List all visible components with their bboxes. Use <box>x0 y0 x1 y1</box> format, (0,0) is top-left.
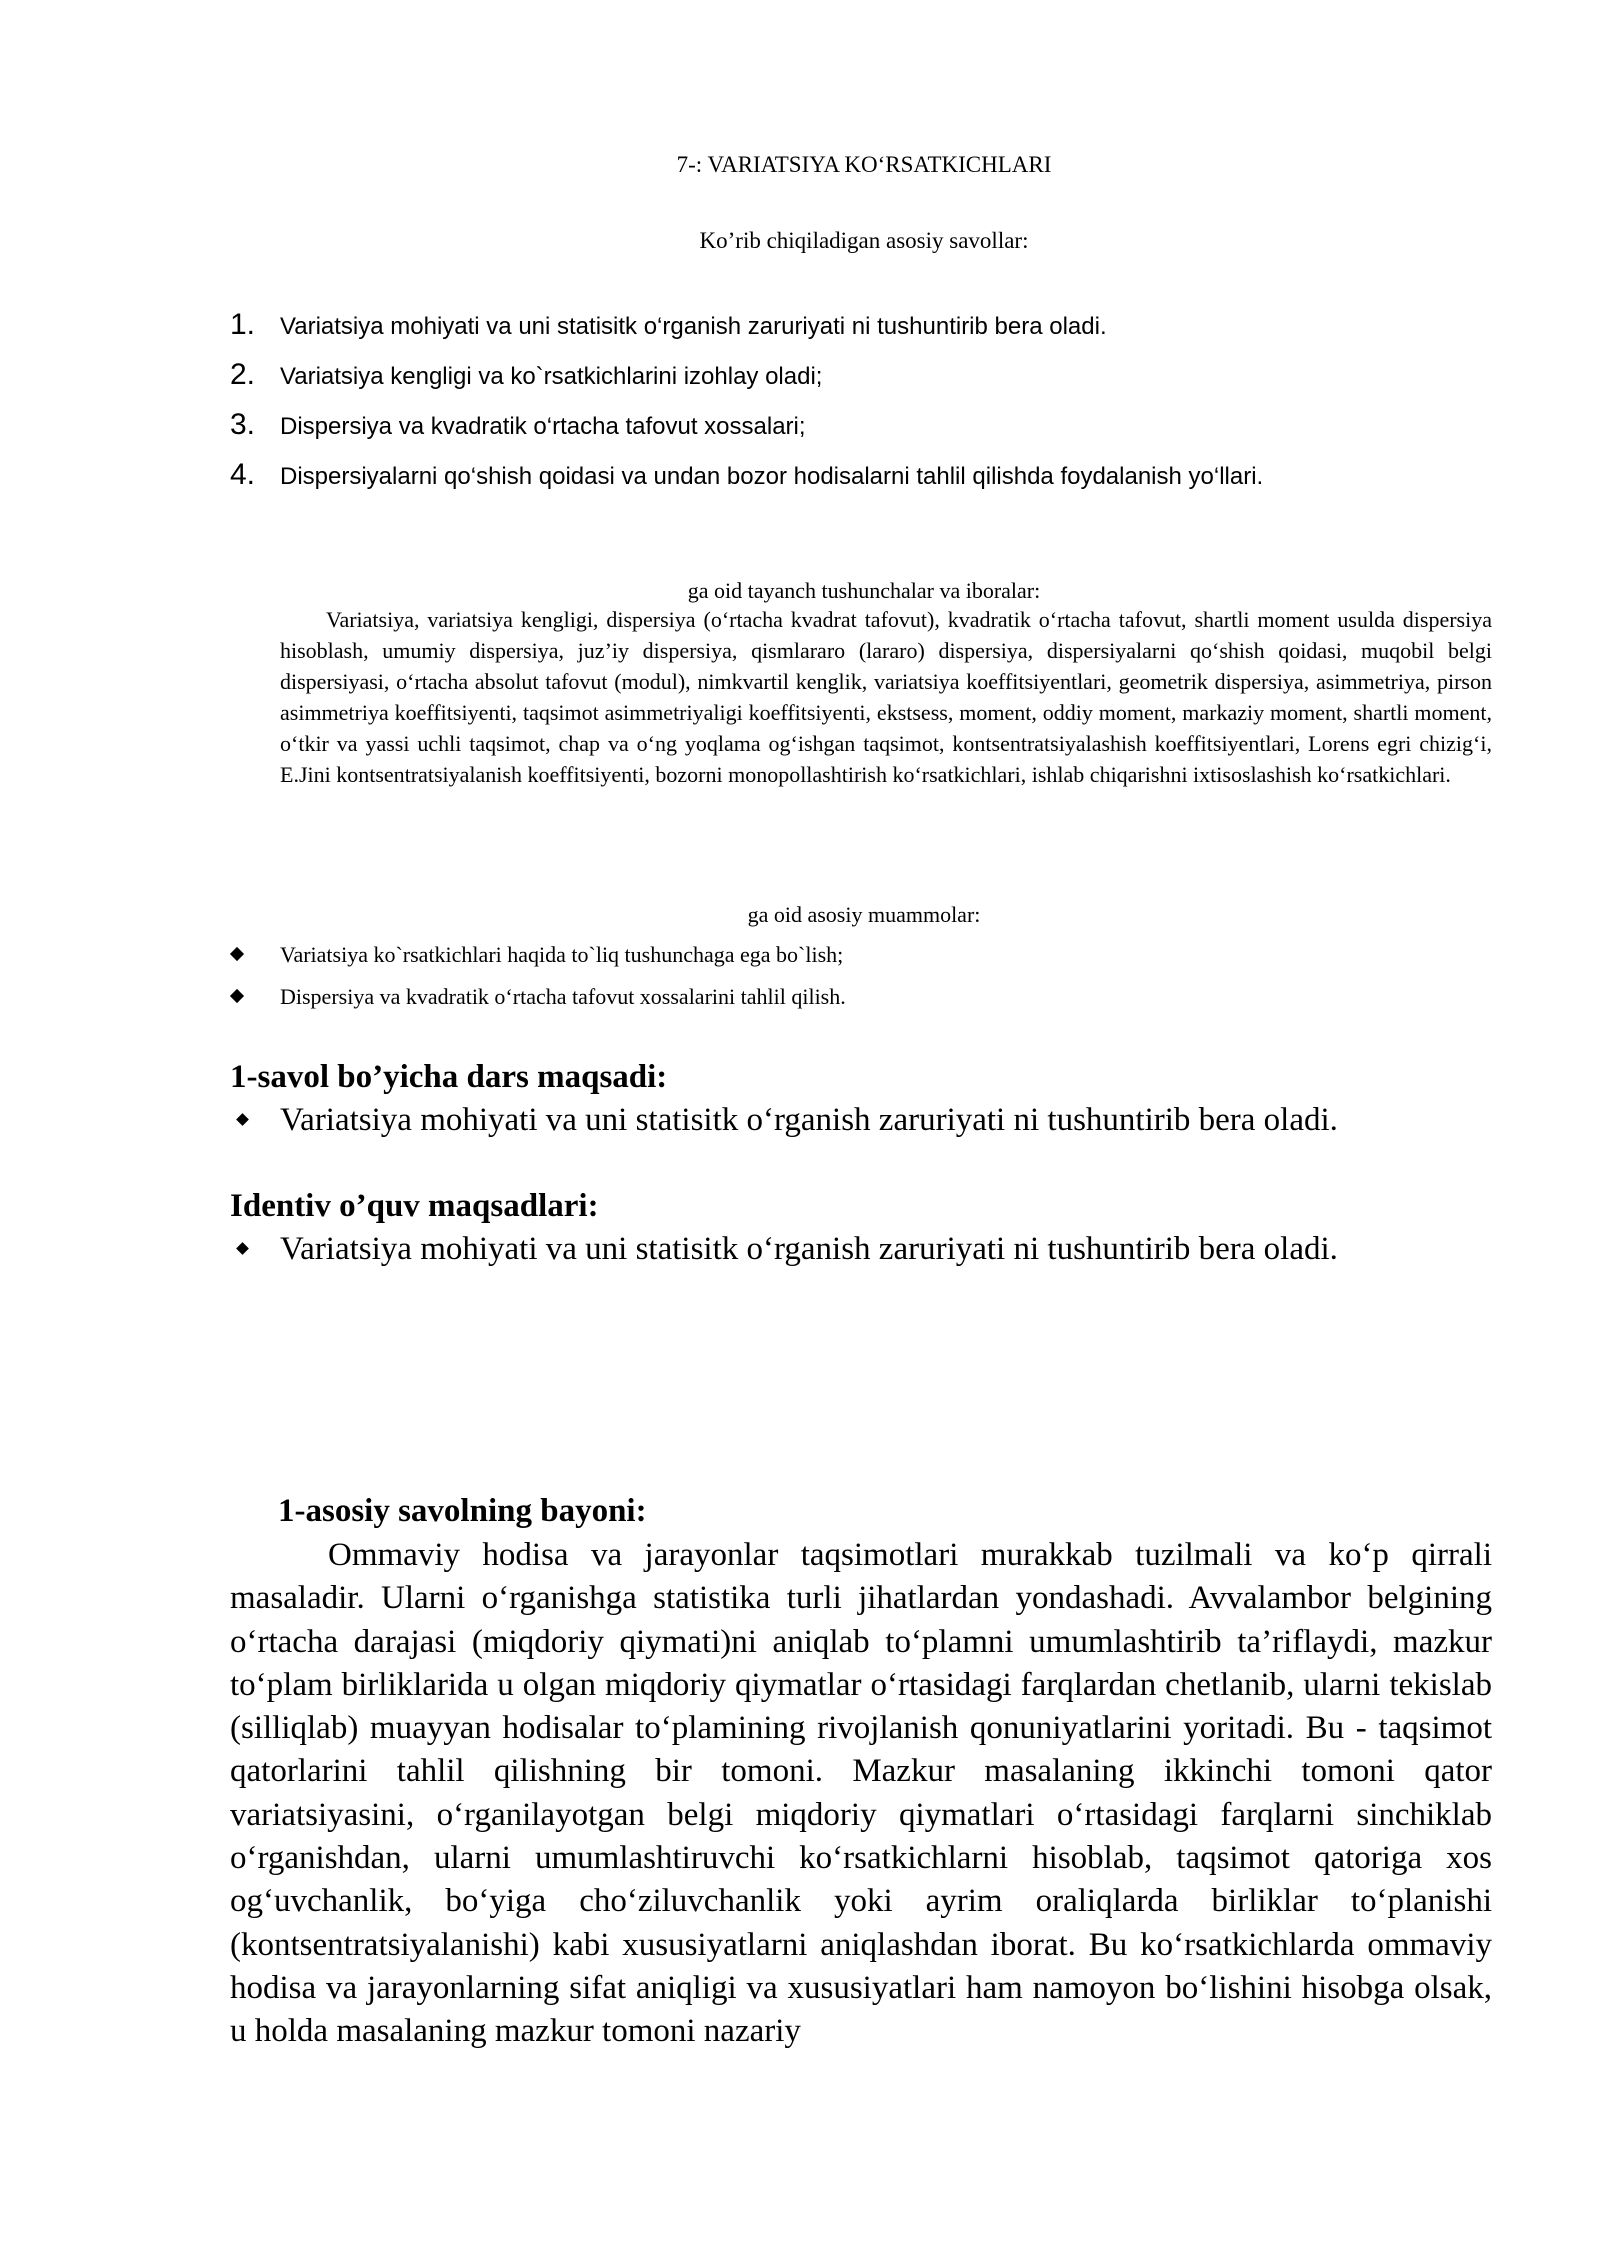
lesson-goal-heading: 1-savol bo’yicha dars maqsadi: <box>230 1059 668 1095</box>
problem-text: Variatsiya ko`rsatkichlari haqida to`liq tushunchaga ega bo`lish; <box>280 942 844 967</box>
question-number: 3. <box>230 408 256 441</box>
identity-goals-heading: Identiv o’quv maqsadlari: <box>230 1188 599 1224</box>
main-paragraph: Ommaviy hodisa va jarayonlar taqsimotlari murakkab tuzilmali va ko‘p qirrali masaladir. Ularni o‘rganishga statistika turli jihatlardan yondashadi. Avvalambor belgining o‘rtacha darajasi (miqdoriy qiymati)ni aniqlab to‘plamni umumlashtirib ta’riflaydi, mazkur to‘plam birliklarida u olgan miqdoriy qiymatlar o‘rtasidagi farqlardan chetlanib, ularni tekislab (silliqlab) muayyan hodisalar to‘plamining rivojlanish qonuniyatlarini yoritadi. Bu - taqsimot qatorlarini tahlil qilishning bir tomoni. Mazkur masalaning ikkinchi tomoni qator variatsiyasini, o‘rganilayotgan belgi miqdoriy qiymatlari o‘rtasidagi farqlarni sinchiklab o‘rganishdan, ularni umumlashtiruvchi ko‘rsatkichlarni hisoblab, taqsimot qatoriga xos og‘uvchanlik, bo‘yiga cho‘ziluvchanlik yoki ayrim oraliqlarda birliklar to‘planishi (kontsentratsiyalanishi) kabi xususiyatlarni aniqlashdan iborat. Bu ko‘rsatkichlarda ommaviy hodisa va jarayonlarning sifat aniqligi va xususiyatlari ham namoyon bo‘lishini hisobga olsak, u holda masalaning mazkur tomoni nazariy <box>230 1537 1492 2050</box>
question-text: Variatsiya mohiyati va uni statisitk o‘rganish zaruriyati ni tushuntirib bera oladi. <box>280 313 1107 340</box>
question-item <box>230 300 1530 350</box>
problem-item <box>230 976 1530 1018</box>
question-number: 4. <box>230 458 256 491</box>
diamond-bullet-icon <box>236 1242 249 1255</box>
question-text: Variatsiya kengligi va ko`rsatkichlarini izohlay oladi; <box>280 363 823 390</box>
diamond-bullet-icon <box>230 989 244 1003</box>
question-text: Dispersiyalarni qo‘shish qoidasi va undan bozor hodisalarni tahlil qilishda foydalanish yo‘llari. <box>280 463 1264 490</box>
main-section-heading: 1-asosiy savolning bayoni: <box>278 1493 647 1529</box>
problem-text: Dispersiya va kvadratik o‘rtacha tafovut xossalarini tahlil qilish. <box>280 984 846 1009</box>
problem-item <box>230 934 1530 976</box>
diamond-bullet-icon <box>236 1113 249 1126</box>
question-item <box>230 350 1530 400</box>
document-subtitle: Ko’rib chiqiladigan asosiy savollar: <box>699 228 1029 253</box>
question-number: 2. <box>230 358 256 391</box>
problems-list <box>230 934 1530 1018</box>
question-text: Dispersiya va kvadratik o‘rtacha tafovut xossalari; <box>280 413 806 440</box>
document-title: 7-: VARIATSIYA KO‘RSATKICHLARI <box>676 152 1052 177</box>
question-item <box>230 400 1530 450</box>
lesson-goal-text: Variatsiya mohiyati va uni statisitk o‘rganish zaruriyati ni tushuntirib bera oladi. <box>280 1102 1338 1138</box>
lesson-goal-item <box>230 1099 1450 1142</box>
question-number: 1. <box>230 308 256 341</box>
concepts-heading: ga oid tayanch tushunchalar va iboralar: <box>687 578 1041 603</box>
concepts-paragraph: Variatsiya, variatsiya kengligi, dispersiya (o‘rtacha kvadrat tafovut), kvadratik o‘rtacha tafovut, shartli moment usulda dispersiya hisoblash, umumiy dispersiya, juz’iy dispersiya, qismlararo (lararo) dispersiya, dispersiyalarni qo‘shish qoidasi, muqobil belgi dispersiyasi, o‘rtacha absolut tafovut (modul), nimkvartil kenglik, variatsiya koeffitsiyentlari, geometrik dispersiya, asimmetriya, pirson asimmetriya koeffitsiyenti, taqsimot asimmetriyaligi koeffitsiyenti, ekstsess, moment, oddiy moment, markaziy moment, shartli moment, o‘tkir va yassi uchli taqsimot, chap va o‘ng yoqlama og‘ishgan taqsimot, kontsentratsiyalashish koeffitsiyentlari, Lorens egri chizig‘i, E.Jini kontsentratsiyalanish koeffitsiyenti, bozorni monopollashtirish ko‘rsatkichlari, ishlab chiqarishni ixtisoslashish ko‘rsatkichlari. <box>280 607 1492 787</box>
identity-goal-item <box>230 1228 1450 1271</box>
identity-goal-text: Variatsiya mohiyati va uni statisitk o‘rganish zaruriyati ni tushuntirib bera oladi. <box>280 1231 1338 1267</box>
question-item <box>230 450 1530 500</box>
diamond-bullet-icon <box>230 947 244 961</box>
questions-list <box>230 300 1530 500</box>
problems-heading: ga oid asosiy muammolar: <box>747 902 981 927</box>
